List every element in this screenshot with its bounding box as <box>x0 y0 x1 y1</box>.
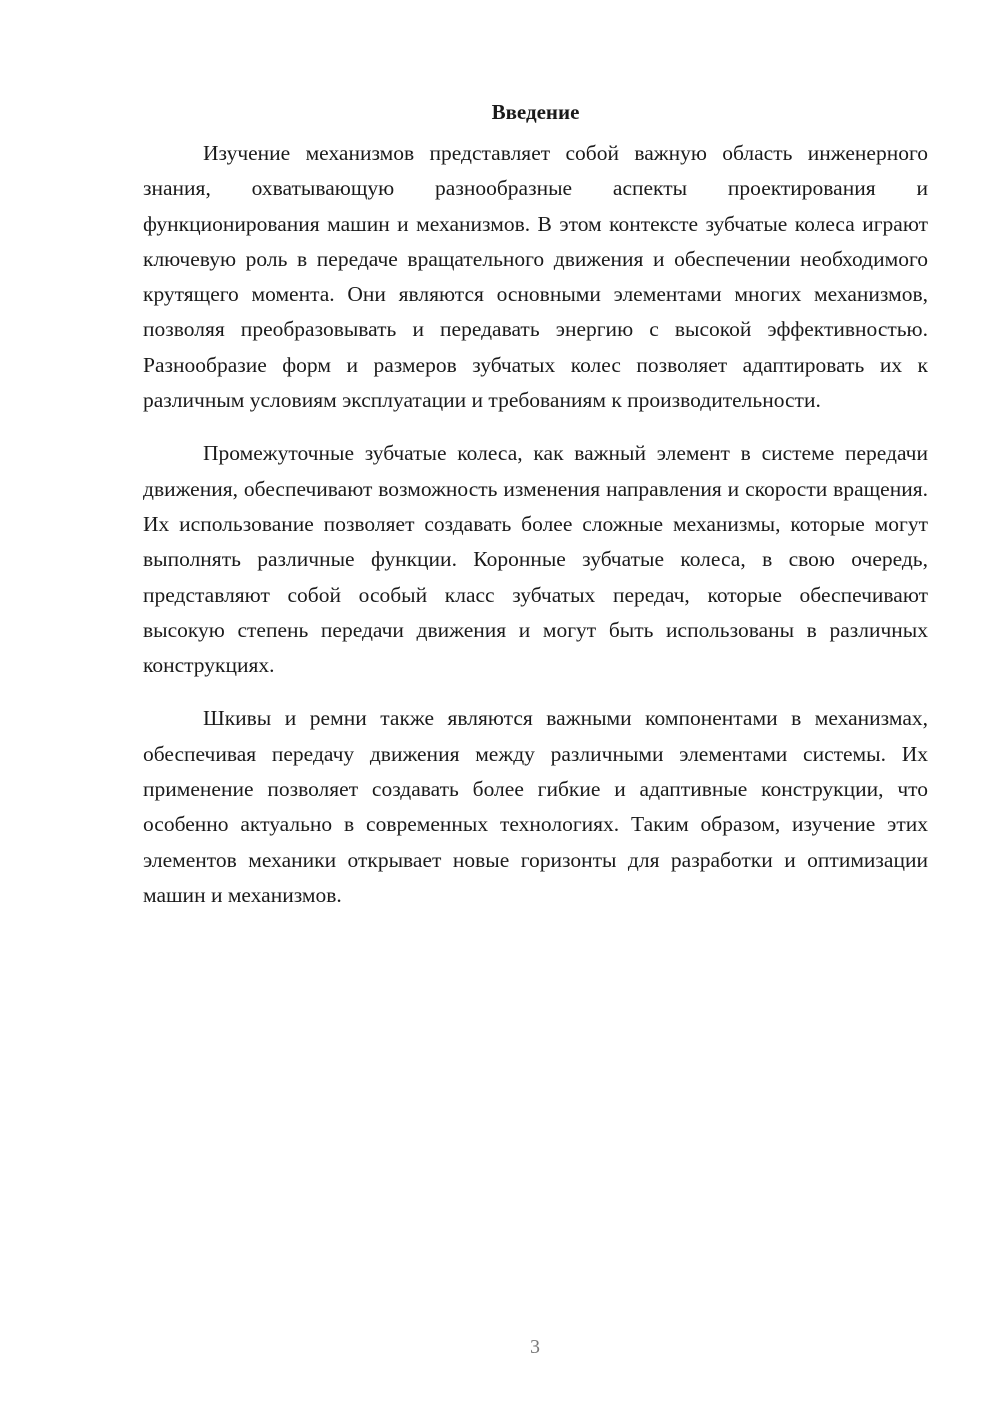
paragraph-intermediate-gears: Промежуточные зубчатые колеса, как важный элемент в системе передачи движения, обеспечивают возможность изменения направления и скорости вращения. Их использование позволяет создавать более сложные механизмы, которые могут выполнять различные функции. Коронные зубчатые колеса, в свою очередь, представляют собой особый класс зубчатых передач, которые обеспечивают высокую степень передачи движения и могут быть использованы в различных конструкциях. <box>143 441 928 678</box>
page-content <box>143 98 928 931</box>
section-title: Введение <box>491 100 580 124</box>
paragraph-pulleys-belts: Шкивы и ремни также являются важными компонентами в механизмах, обеспечивая передачу движения между различными элементами системы. Их применение позволяет создавать более гибкие и адаптивные конструкции, что особенно актуально в современных технологиях. Таким образом, изучение этих элементов механики открывает новые горизонты для разработки и оптимизации машин и механизмов. <box>143 706 928 907</box>
page-number: 3 <box>530 1336 540 1358</box>
paragraph-intro: Изучение механизмов представляет собой важную область инженерного знания, охватывающую разнообразные аспекты проектирования и функционирования машин и механизмов. В этом контексте зубчатые колеса играют ключевую роль в передаче вращательного движения и обеспечении необходимого крутящего момента. Они являются основными элементами многих механизмов, позволяя преобразовывать и передавать энергию с высокой эффективностью. Разнообразие форм и размеров зубчатых колес позволяет адаптировать их к различным условиям эксплуатации и требованиям к производительности. <box>143 141 928 413</box>
